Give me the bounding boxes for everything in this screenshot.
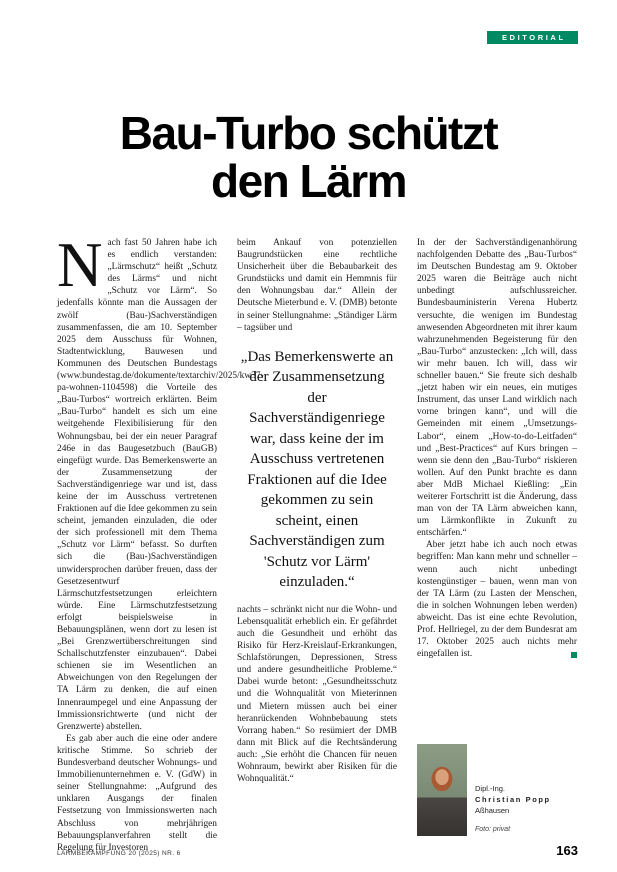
dropcap: N: [57, 230, 103, 300]
column-2: [237, 237, 397, 854]
article-end-mark: [571, 652, 577, 658]
author-caption: [475, 744, 551, 836]
journal-issue-line: LÄRMBEKÄMPFUNG 20 (2025) NR. 6: [57, 850, 181, 857]
author-location: Aßhausen: [475, 806, 510, 816]
author-block: [417, 744, 577, 836]
section-label: EDITORIAL: [501, 33, 566, 42]
section-banner: [487, 31, 578, 44]
page-number: 163: [556, 843, 578, 858]
paragraph-text: ach fast 50 Jahren habe ich es endlich verstanden: „Lärmschutz“ heißt „Schutz des Lärms“ und nicht „Schutz vor Lärm“. So jedenfalls könnte man die Aussagen der zwölf (Bau-)Sachverständigen zusammenfassen, die am 10. September 2025 dem Ausschuss für Wohnen, Stadtentwicklung, Bauwesen und Kommunen des Deutschen Bundestags (www.bundestag.de/dokumente/textarchiv/2025/kw37-pa-wohnen-1104598) die Vorteile des „Bau-Turbos“ wortreich erklärten. Beim „Bau-Turbo“ handelt es sich um eine weitgehende Flexibilisierung für den Wohnungsbau, bei der ein neuer Paragraf 246e in das Baugesetzbuch (BauGB) eingefügt wurde. Das Bemerkenswerte an der Zusammensetzung der Sachverständigenriege war und ist, dass keine der im Ausschuss vertretenen Fraktionen auf die Idee gekommen zu sein scheint, jemanden einzuladen, die oder der sich professionell mit dem Thema „Schutz vor Lärm“ befasst. So durften sich die (Bau-)Sachverständigen unwidersprochen darüber freuen, dass der Gesetzesentwurf Lärmschutzfestsetzungen erleichtern würde. Eine Lärmschutzfestsetzung erfolgt beispielsweise in Bebauungsplänen, wenn dort zu lesen ist „Bei Grenzwertüberschreitungen sind Schallschutzfenster einzubauen“. Dabei schienen sie im Wesentlichen an Abweichungen von den Regelungen der TA Lärm zu denken, die auf einen Innenraumpegel und eine Anpassung der Immissionsrichtwerte (und nicht der Grenzwerte) abstellen.: [57, 238, 264, 732]
page-footer: [57, 843, 578, 858]
title-line-1: Bau-Turbo schützt: [119, 107, 498, 159]
article-body: [57, 230, 578, 854]
column-1: [57, 230, 264, 854]
pull-quote: „Das Bemerkenswerte an der Zusammensetzung der Sachverständigenriege war, dass keine der im Ausschuss vertretenen Fraktionen auf die Idee gekommen zu sein scheint, einen Sachverständigen zum 'Schutz vor Lärm' einzuladen.“: [240, 348, 394, 591]
title-line-2: den Lärm: [210, 154, 407, 207]
paragraph: nachts – schränkt nicht nur die Wohn- und Lebensqualität erheblich ein. Er gefährdet auch die Gesundheit und erhöht das Risiko für Herz-Kreislauf-Erkrankungen, Schlafstörungen, Depressionen, Stress und andere gesundheitliche Probleme.“ Dabei wurde betont: „Gesundheitsschutz und die Wohnqualität von Mieterinnen und Mietern müssen auch bei einer heranrückenden Wohnbebauung stets Vorrang haben.“ So resümiert der DMB dann mit Blick auf die Rechtsänderung auch: „Sie erhöht die Chancen für neuen Wohnraum, bewirkt aber Risiken für die Wohnqualität.“: [237, 604, 397, 785]
paragraph-text: Aber jetzt habe ich auch noch etwas begriffen: Man kann mehr und schneller – wenn auch nicht unbedingt kostengünstiger – bauen, wenn man von der TA Lärm (zu Lasten der Menschen, die in solchen Wohnungen leben werden) abweicht. Das ist eine echte Revolution, Prof. Hellriegel, zu der dem Bundesrat am 17. Oktober 2025 auch nichts mehr eingefallen ist.: [417, 540, 577, 660]
paragraph: Es gab aber auch die eine oder andere kritische Stimme. So schrieb der Bundesverband deutscher Wohnungs- und Immobilienunternehmen e. V. (GdW) in seiner Stellungnahme: „Aufgrund des unklaren Ausgangs der finalen Festsetzung von Immissionswerten nach Abschluss von mehrjährigen Bebauungsplanverfahren stellt die Regelung für Investoren: [57, 733, 217, 853]
author-name: Christian Popp: [475, 795, 551, 805]
column-3: [417, 237, 577, 854]
paragraph-lead: [57, 230, 264, 733]
article-title: [0, 107, 617, 207]
paragraph: beim Ankauf von potenziellen Baugrundstücken eine rechtliche Unsicherheit über die Bebaubarkeit des Grundstücks und damit ein Hemmnis für den Wohnungsbau dar.“ Allein der Deutsche Mieterbund e. V. (DMB) betonte in seiner Stellungnahme: „Ständiger Lärm – tagsüber und: [237, 238, 397, 333]
author-degree: Dipl.-Ing.: [475, 784, 506, 794]
paragraph-last: [417, 539, 577, 660]
paragraph: In der der Sachverständigenanhörung nachfolgenden Debatte des „Bau-Turbos“ im Deutschen Bundestag am 9. Oktober 2025 waren die Beiträge auch nicht unbedingt aufschlussreicher. Bundesbauministerin Verena Hubertz versuchte, die wenigen im Bundestag anwesenden Abgeordneten mit ihrer kaum wahrzunehmenden Begeisterung für den „Bau-Turbo“ anzustecken: „Ich will, dass wir mehr bauen. Ich will, dass wir schneller bauen.“ Sie freute sich deshalb „jetzt haben wir ein neues, ein mutiges Instrument, das unser Land wirklich nach vorne bringen kann“, und will die Gemeinden mit einem „Umsetzungs-Labor“, einem „How-to-do-Leitfaden“ und „Best-Practices“ auf Kurs bringen – wenn sie denn den „Bau-Turbo“ riskieren wollen. Auf den Punkt brachte es dann aber MdB Michael Kießling: „Ein weiterer Fortschritt ist die Änderung, dass man von der TA Lärm abweichen kann, um Lärmkonflikte in Zukunft zu entschärfen.“: [417, 238, 577, 539]
author-photo: [417, 744, 467, 836]
photo-credit: Foto: privat: [475, 826, 511, 834]
